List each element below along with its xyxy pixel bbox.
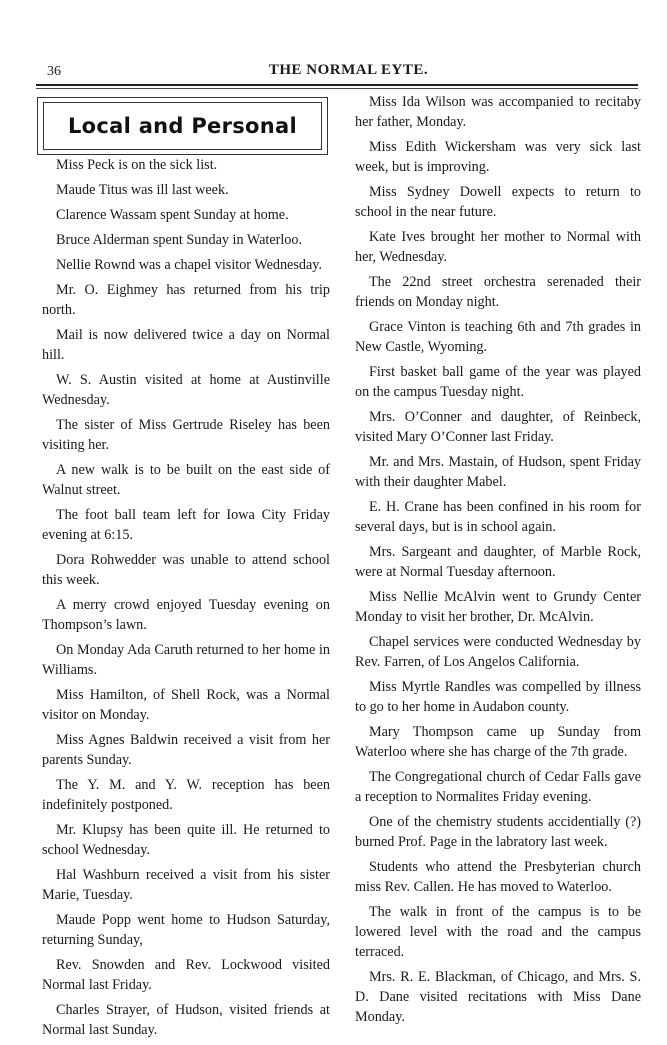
news-item: Miss Peck is on the sick list. <box>56 157 218 173</box>
news-item: Dora Rohwedder was unable to attend school this week. <box>42 552 330 588</box>
news-item: Mrs. Sargeant and daughter, of Marble Rock, were at Normal Tuesday afternoon. <box>355 544 641 580</box>
news-item: A merry crowd enjoyed Tuesday evening on Thompson’s lawn. <box>42 597 330 633</box>
news-item: Nellie Rownd was a chapel visitor Wednesday. <box>56 257 322 273</box>
left-column <box>42 155 330 1045</box>
news-item: Charles Strayer, of Hudson, visited friends at Normal last Sunday. <box>42 1002 330 1038</box>
news-item: The Y. M. and Y. W. reception has been indefinitely postponed. <box>42 777 330 813</box>
news-item: Miss Edith Wickersham was very sick last week, but is improving. <box>355 139 641 175</box>
header-rule <box>36 84 638 89</box>
news-item: On Monday Ada Caruth returned to her home in Williams. <box>42 642 330 678</box>
section-heading-box <box>37 97 328 155</box>
news-item: Maude Popp went home to Hudson Saturday, returning Sunday, <box>42 912 330 948</box>
news-item: One of the chemistry students accidentially (?) burned Prof. Page in the labratory last week. <box>355 814 641 850</box>
news-item: E. H. Crane has been confined in his room for several days, but is in school again. <box>355 499 641 535</box>
news-item: Clarence Wassam spent Sunday at home. <box>56 207 289 223</box>
section-title: Local and Personal <box>67 114 298 138</box>
news-item: Miss Myrtle Randles was compelled by illness to go to her home in Audabon county. <box>355 679 641 715</box>
news-item: The foot ball team left for Iowa City Friday evening at 6:15. <box>42 507 330 543</box>
news-item: Mrs. O’Conner and daughter, of Reinbeck, visited Mary O’Conner last Friday. <box>355 409 641 445</box>
news-item: Mrs. R. E. Blackman, of Chicago, and Mrs. S. D. Dane visited recitations with Miss Dane Monday. <box>355 969 641 1025</box>
news-item: Rev. Snowden and Rev. Lockwood visited Normal last Friday. <box>42 957 330 993</box>
news-item: The 22nd street orchestra serenaded their friends on Monday night. <box>355 274 641 310</box>
news-item: A new walk is to be built on the east side of Walnut street. <box>42 462 330 498</box>
news-item: Miss Agnes Baldwin received a visit from her parents Sunday. <box>42 732 330 768</box>
page-number: 36 <box>47 64 61 79</box>
news-item: Mail is now delivered twice a day on Normal hill. <box>42 327 330 363</box>
rule-thick-line <box>36 84 638 86</box>
news-item: Maude Titus was ill last week. <box>56 182 229 198</box>
right-column <box>355 92 641 1032</box>
news-item: Mr. O. Eighmey has returned from his trip north. <box>42 282 330 318</box>
news-item: The Congregational church of Cedar Falls gave a reception to Normalites Friday evening. <box>355 769 641 805</box>
rule-thin-line <box>36 88 638 89</box>
news-item: Bruce Alderman spent Sunday in Waterloo. <box>56 232 303 248</box>
news-item: Mr. and Mrs. Mastain, of Hudson, spent Friday with their daughter Mabel. <box>355 454 641 490</box>
news-item: W. S. Austin visited at home at Austinville Wednesday. <box>42 372 330 408</box>
news-item: First basket ball game of the year was played on the campus Tuesday night. <box>355 364 641 400</box>
news-item: Grace Vinton is teaching 6th and 7th grades in New Castle, Wyoming. <box>355 319 641 355</box>
news-item: Miss Nellie McAlvin went to Grundy Center Monday to visit her brother, Dr. McAlvin. <box>355 589 641 625</box>
news-item: Miss Sydney Dowell expects to return to school in the near future. <box>355 184 641 220</box>
news-item: The sister of Miss Gertrude Riseley has been visiting her. <box>42 417 330 453</box>
running-head: THE NORMAL EYTE. <box>268 62 429 78</box>
news-item: Kate Ives brought her mother to Normal with her, Wednesday. <box>355 229 641 265</box>
news-item: The walk in front of the campus is to be lowered level with the road and the campus terraced. <box>355 904 641 960</box>
news-item: Students who attend the Presbyterian church miss Rev. Callen. He has moved to Waterloo. <box>355 859 641 895</box>
news-item: Miss Ida Wilson was accompanied to recitaby her father, Monday. <box>355 94 641 130</box>
news-item: Chapel services were conducted Wednesday by Rev. Farren, of Los Angelos California. <box>355 634 641 670</box>
news-item: Mary Thompson came up Sunday from Waterloo where she has charge of the 7th grade. <box>355 724 641 760</box>
news-item: Mr. Klupsy has been quite ill. He returned to school Wednesday. <box>42 822 330 858</box>
news-item: Miss Hamilton, of Shell Rock, was a Normal visitor on Monday. <box>42 687 330 723</box>
news-item: Hal Washburn received a visit from his sister Marie, Tuesday. <box>42 867 330 903</box>
section-heading-inner <box>43 102 322 150</box>
